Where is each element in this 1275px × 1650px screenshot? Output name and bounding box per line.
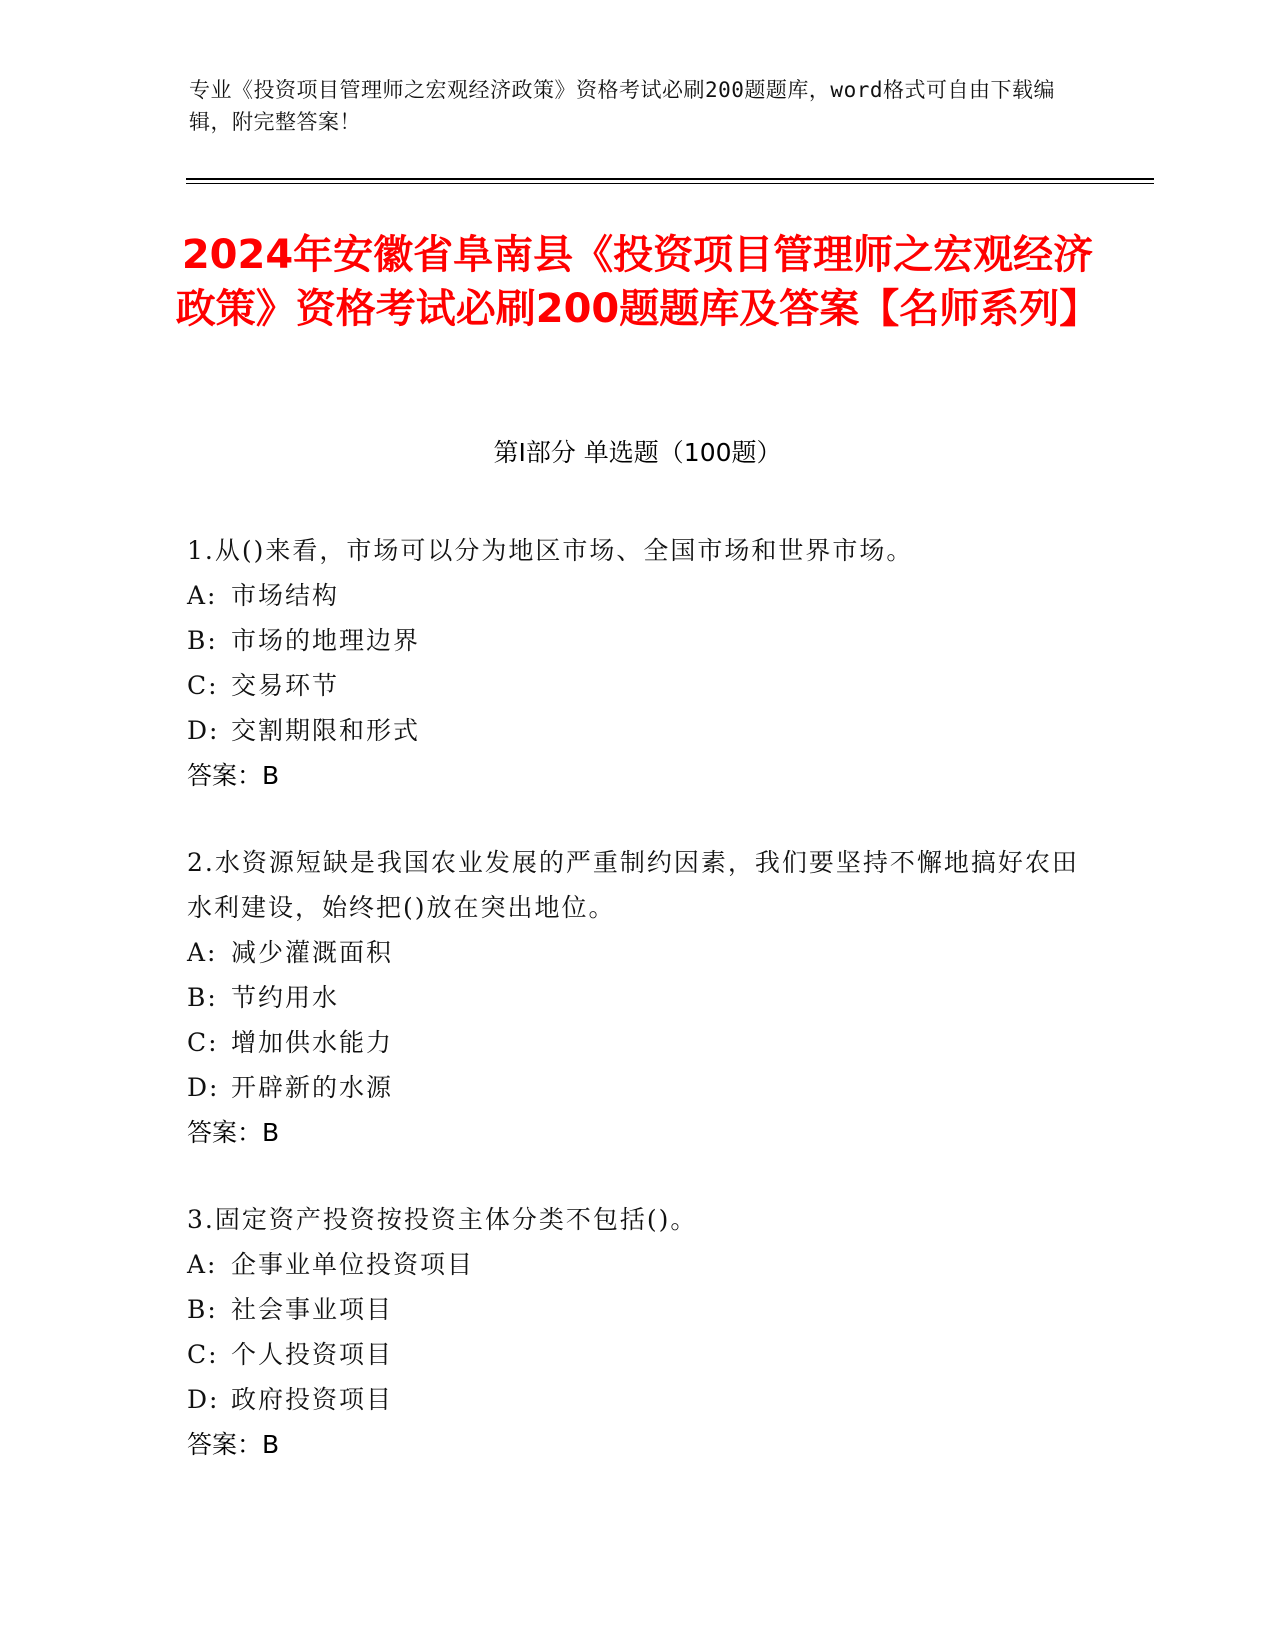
option-d bbox=[187, 708, 1087, 753]
option-d bbox=[187, 1065, 1087, 1110]
option-key: A: bbox=[187, 581, 218, 610]
option-key: B: bbox=[187, 626, 218, 655]
option-b bbox=[187, 618, 1087, 663]
option-text: 增加供水能力 bbox=[231, 1028, 394, 1057]
option-text: 政府投资项目 bbox=[231, 1385, 394, 1414]
option-key: D: bbox=[187, 716, 220, 745]
option-key: B: bbox=[187, 1295, 218, 1324]
option-key: C: bbox=[187, 671, 219, 700]
option-key: A: bbox=[187, 938, 218, 967]
question-1 bbox=[187, 528, 1087, 798]
answer: 答案：B bbox=[187, 1430, 280, 1459]
option-a bbox=[187, 930, 1087, 975]
question-3 bbox=[187, 1197, 1087, 1467]
option-b bbox=[187, 1287, 1087, 1332]
header-rule-thin bbox=[186, 183, 1154, 184]
question-text: 2.水资源短缺是我国农业发展的严重制约因素，我们要坚持不懈地搞好农田水利建设，始终把()放在突出地位。 bbox=[187, 848, 1079, 922]
option-a bbox=[187, 573, 1087, 618]
option-d bbox=[187, 1377, 1087, 1422]
question-text: 3.固定资产投资按投资主体分类不包括()。 bbox=[187, 1205, 698, 1234]
option-key: C: bbox=[187, 1028, 219, 1057]
document-title: 2024年安徽省阜南县《投资项目管理师之宏观经济政策》资格考试必刷200题题库及答案【名师系列】 bbox=[175, 232, 1100, 332]
option-key: D: bbox=[187, 1385, 220, 1414]
option-text: 市场结构 bbox=[231, 581, 340, 610]
answer: 答案：B bbox=[187, 761, 280, 790]
option-text: 减少灌溉面积 bbox=[231, 938, 394, 967]
option-key: D: bbox=[187, 1073, 220, 1102]
option-text: 交割期限和形式 bbox=[231, 716, 421, 745]
option-a bbox=[187, 1242, 1087, 1287]
option-c bbox=[187, 1332, 1087, 1377]
option-b bbox=[187, 975, 1087, 1020]
question-2 bbox=[187, 840, 1087, 1155]
option-c bbox=[187, 663, 1087, 708]
question-list bbox=[187, 528, 1087, 1509]
option-text: 开辟新的水源 bbox=[231, 1073, 394, 1102]
answer: 答案：B bbox=[187, 1118, 280, 1147]
option-text: 交易环节 bbox=[231, 671, 340, 700]
option-text: 市场的地理边界 bbox=[231, 626, 421, 655]
section-title: 第Ⅰ部分 单选题（100题） bbox=[493, 438, 782, 467]
question-text: 1.从()来看，市场可以分为地区市场、全国市场和世界市场。 bbox=[187, 536, 914, 565]
header-rule-thick bbox=[186, 178, 1154, 180]
option-text: 社会事业项目 bbox=[231, 1295, 394, 1324]
option-key: B: bbox=[187, 983, 218, 1012]
header-note: 专业《投资项目管理师之宏观经济政策》资格考试必刷200题题库，word格式可自由下载编辑，附完整答案！ bbox=[189, 78, 1055, 134]
option-text: 企事业单位投资项目 bbox=[231, 1250, 475, 1279]
option-key: A: bbox=[187, 1250, 218, 1279]
option-c bbox=[187, 1020, 1087, 1065]
option-text: 个人投资项目 bbox=[231, 1340, 394, 1369]
option-text: 节约用水 bbox=[231, 983, 340, 1012]
option-key: C: bbox=[187, 1340, 219, 1369]
